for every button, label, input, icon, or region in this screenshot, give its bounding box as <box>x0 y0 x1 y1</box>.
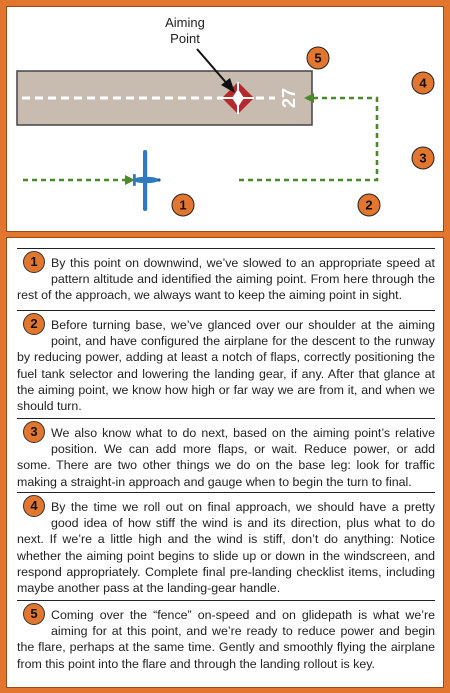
svg-text:4: 4 <box>419 75 427 91</box>
step-number-2: 2 <box>23 313 45 335</box>
step-item-5 <box>17 600 435 672</box>
marker-5 <box>307 47 329 69</box>
aiming-point-label-line2: Point <box>170 31 200 46</box>
airplane-icon <box>133 150 161 211</box>
step-text-5: Coming over the “fence” on-speed and on glidepath is what we’re aiming for at this point, and we’re ready to reduce power and begin the flare, perhaps at the same time. Gently and smoothly flying the airplane from this point into the flare and through the landing rollout is key. <box>17 608 435 671</box>
step-item-2 <box>17 310 435 414</box>
marker-1 <box>172 194 194 216</box>
step-item-4 <box>17 492 435 596</box>
marker-3 <box>412 147 434 169</box>
aiming-point-label-line1: Aiming <box>165 15 205 30</box>
step-item-1 <box>17 248 435 304</box>
step-text-1: By this point on downwind, we’ve slowed to an appropriate speed at pattern altitude and identified the aiming point. From here through the rest of the approach, we always want to keep the aiming point in sight. <box>17 256 435 303</box>
step-text-3: We also know what to do next, based on the aiming point’s relative position. We can add more flaps, or wait. Reduce power, or add some. There are two other things we do on the base leg: look for traffic making a straight-in approach and gauge when to begin the turn to final. <box>17 426 435 489</box>
marker-4 <box>412 72 434 94</box>
step-number-5: 5 <box>23 603 45 625</box>
marker-2 <box>358 194 380 216</box>
traffic-pattern-diagram <box>6 6 444 232</box>
svg-text:1: 1 <box>179 197 187 213</box>
step-item-3 <box>17 418 435 490</box>
step-text-4: By the time we roll out on final approach, we should have a pretty good idea of how stiff the wind is and its direction, plus what to do next. If we’re a little high and the wind is stiff, don’t do anything: Notice whether the aiming point begins to slide up or down in the windscreen, and respond appropriately. Complete final pre-landing checklist items, including maybe another pass at the landing-gear handle. <box>17 500 435 596</box>
pattern-svg <box>7 7 443 231</box>
svg-text:5: 5 <box>314 50 322 66</box>
step-number-3: 3 <box>23 421 45 443</box>
explanation-panel <box>6 237 444 688</box>
svg-text:2: 2 <box>365 197 373 213</box>
step-text-2: Before turning base, we’ve glanced over our shoulder at the aiming point, and have configured the airplane for the descent to the runway by reducing power, adding at least a notch of flaps, correctly positioning the fuel tank selector and lowering the landing gear, if any. After that glance at the aiming point, we know how high or far way we are from it, and when we should turn. <box>17 318 435 414</box>
svg-text:3: 3 <box>419 150 427 166</box>
runway-number: 27 <box>278 87 299 109</box>
step-number-1: 1 <box>23 251 45 273</box>
step-number-4: 4 <box>23 495 45 517</box>
